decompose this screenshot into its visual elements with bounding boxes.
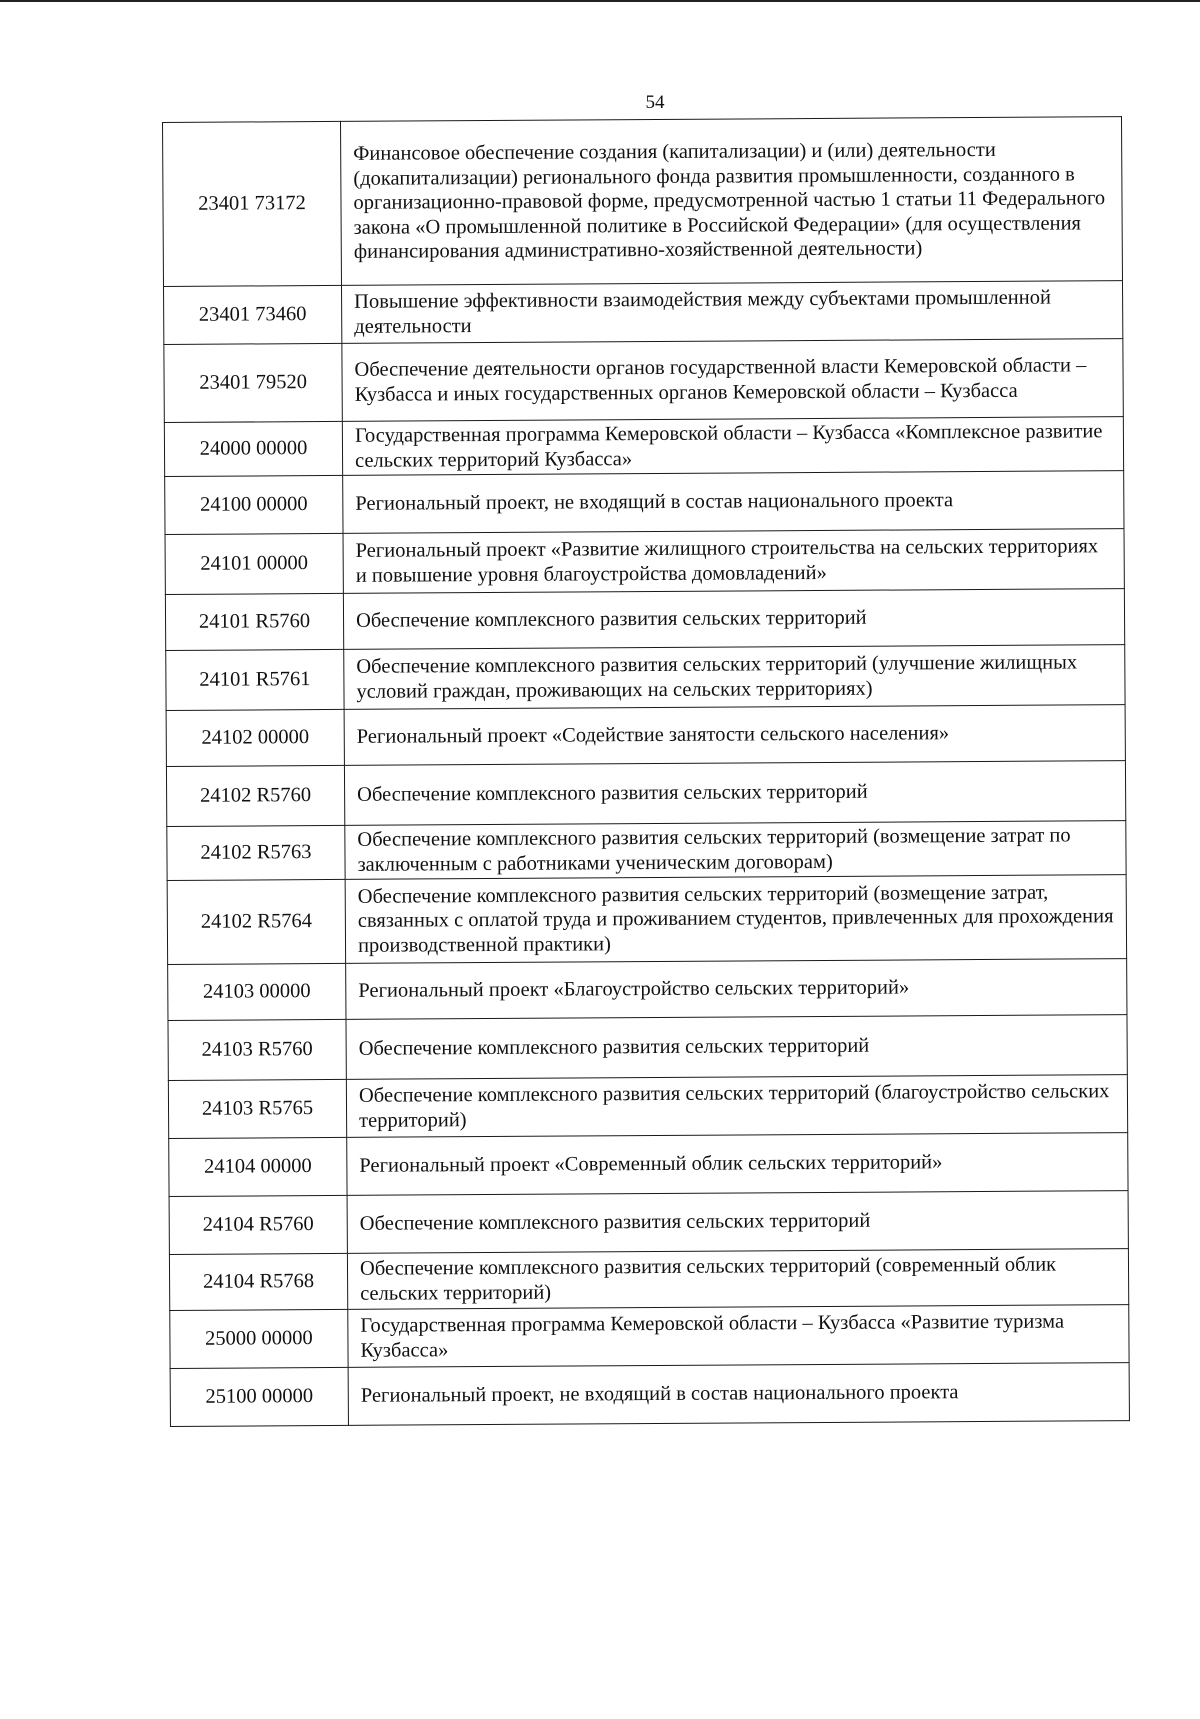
- page-number: 54: [645, 92, 665, 113]
- row-description: Обеспечение комплексного развития сельских территорий (возмещение затрат, связанных с оплатой труда и проживанием студентов, привлеченных для прохождения производственной практики): [345, 875, 1126, 964]
- table-row: [169, 1133, 1128, 1197]
- row-code: 24104 R5760: [169, 1195, 347, 1254]
- budget-classification-table: [162, 116, 1130, 1427]
- row-description: Региональный проект «Содействие занятости сельского населения»: [344, 705, 1125, 766]
- row-code: 24101 00000: [165, 533, 343, 594]
- table-row: [165, 589, 1124, 651]
- row-description: Обеспечение комплексного развития сельских территорий: [346, 1015, 1127, 1080]
- table-row: [167, 821, 1126, 881]
- row-code: 24104 R5768: [169, 1253, 347, 1310]
- row-code: 24103 R5760: [168, 1019, 346, 1080]
- row-code: 24102 00000: [166, 709, 344, 766]
- row-code: 25000 00000: [170, 1309, 348, 1368]
- row-code: 24100 00000: [165, 475, 343, 534]
- table-row: [166, 761, 1125, 827]
- row-description: Обеспечение деятельности органов государственной власти Кемеровской области – Кузбасса и иных государственных органов Кемеровской области – Кузбасса: [342, 339, 1123, 422]
- row-description: Обеспечение комплексного развития сельских территорий: [347, 1191, 1128, 1254]
- row-code: 24102 R5763: [167, 825, 345, 880]
- row-code: 24103 R5765: [168, 1079, 346, 1138]
- row-description: Финансовое обеспечение создания (капитализации) и (или) деятельности (докапитализации) регионального фонда развития промышленности, созданного в организационно-правовой форме, предусмотренной частью 1 статьи 11 Федерального закона «О промышленной политике в Российской Федерации» (для осуществления финансирования административно-хозяйственной деятельности): [340, 117, 1122, 286]
- table-row: [164, 417, 1123, 477]
- row-code: 23401 79520: [164, 343, 342, 422]
- row-description: Обеспечение комплексного развития сельских территорий (улучшение жилищных условий граждан, проживающих на сельских территориях): [344, 645, 1125, 710]
- table-row: [168, 959, 1127, 1021]
- table-row: [168, 1015, 1127, 1081]
- table-row: [164, 281, 1123, 345]
- table-row: [169, 1249, 1128, 1311]
- row-code: 23401 73172: [163, 121, 342, 286]
- row-code: 24104 00000: [169, 1137, 347, 1196]
- row-description: Обеспечение комплексного развития сельских территорий: [344, 761, 1125, 826]
- row-description: Обеспечение комплексного развития сельских территорий (возмещение затрат по заключенным с работниками ученическим договорам): [345, 821, 1126, 880]
- row-code: 24000 00000: [164, 421, 342, 476]
- table-row: [165, 529, 1124, 595]
- row-description: Региональный проект «Благоустройство сельских территорий»: [346, 959, 1127, 1020]
- page-top-border: [0, 0, 1200, 2]
- table-row: [169, 1191, 1128, 1255]
- row-code: 24102 R5760: [166, 765, 344, 826]
- table-row: [170, 1363, 1129, 1427]
- row-description: Региональный проект «Развитие жилищного строительства на сельских территориях и повышение уровня благоустройства домовладений»: [343, 529, 1124, 594]
- row-description: Государственная программа Кемеровской области – Кузбасса «Развитие туризма Кузбасса»: [348, 1305, 1129, 1368]
- table-row: [166, 645, 1125, 711]
- row-code: 24102 R5764: [167, 879, 346, 964]
- row-code: 24101 R5760: [165, 593, 343, 650]
- row-description: Обеспечение комплексного развития сельских территорий (современный облик сельских территорий): [347, 1249, 1128, 1310]
- table-row: [163, 117, 1123, 287]
- row-description: Повышение эффективности взаимодействия между субъектами промышленной деятельности: [342, 281, 1123, 344]
- row-description: Региональный проект, не входящий в состав национального проекта: [343, 471, 1124, 534]
- table-row: [168, 1075, 1127, 1139]
- table-row: [170, 1305, 1129, 1369]
- row-description: Обеспечение комплексного развития сельских территорий (благоустройство сельских территорий): [346, 1075, 1127, 1138]
- row-code: 25100 00000: [170, 1367, 348, 1426]
- row-description: Государственная программа Кемеровской области – Кузбасса «Комплексное развитие сельских территорий Кузбасса»: [342, 417, 1123, 476]
- row-code: 24103 00000: [168, 963, 346, 1020]
- row-code: 23401 73460: [164, 285, 342, 344]
- row-code: 24101 R5761: [166, 649, 344, 710]
- table-row: [165, 471, 1124, 535]
- row-description: Региональный проект, не входящий в состав национального проекта: [348, 1363, 1129, 1426]
- row-description: Региональный проект «Современный облик сельских территорий»: [347, 1133, 1128, 1196]
- row-description: Обеспечение комплексного развития сельских территорий: [343, 589, 1124, 650]
- table-row: [164, 339, 1123, 423]
- table-row: [166, 705, 1125, 767]
- table-row: [167, 875, 1126, 965]
